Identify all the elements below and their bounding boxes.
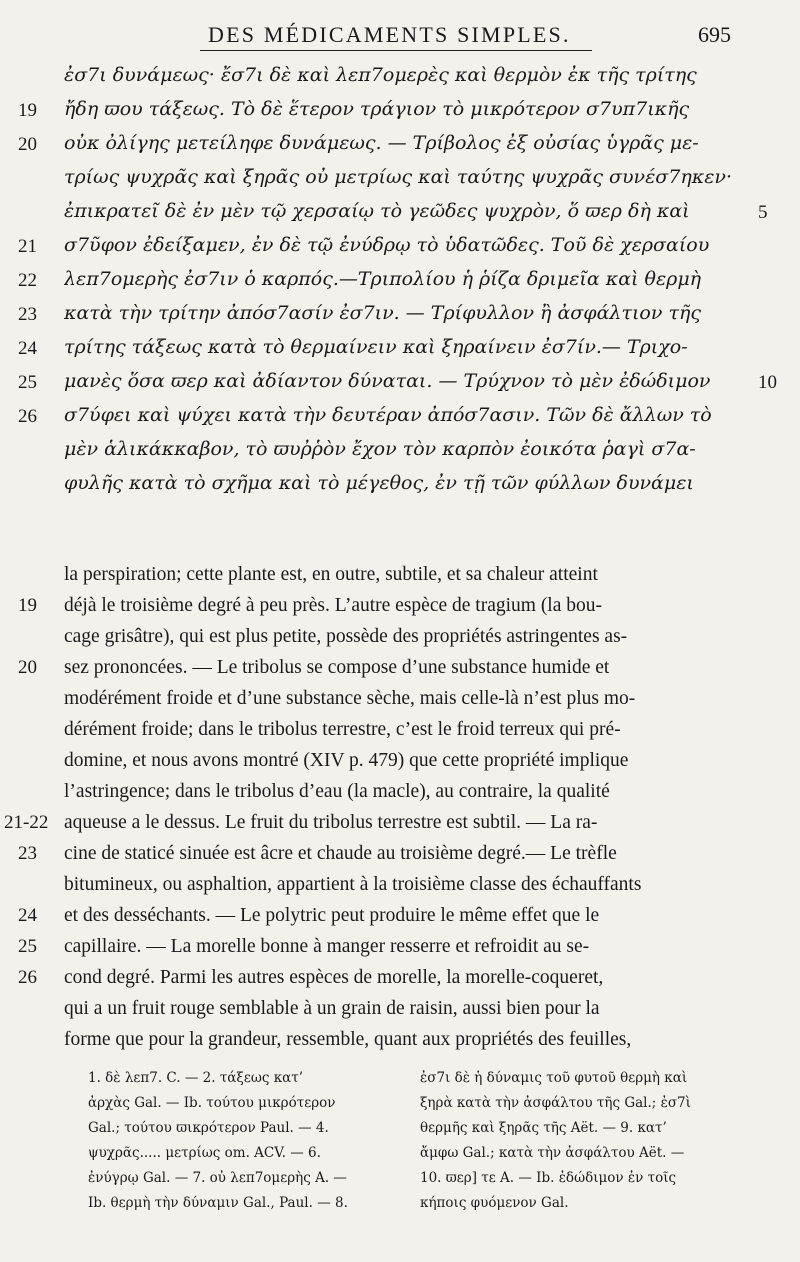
line-number: 23 [18, 843, 37, 864]
greek-line: τρίτης τάξεως κατὰ τὸ θερμαίνειν καὶ ξηραίνειν ἐσ7ίν.— Τριχο- [64, 336, 688, 358]
footnote-line: ξηρὰ κατὰ τὴν ἀσφάλτου τῆς Gal.; ἐσ7ὶ [420, 1095, 691, 1111]
footnote-line: Gal.; τούτου ϖικρότερον Paul. — 4. [88, 1120, 329, 1136]
french-line: dérément froide; dans le tribolus terrestre, c’est le froid terreux qui pré- [64, 719, 621, 740]
french-line: bitumineux, ou asphaltion, appartient à la troisième classe des échauffants [64, 874, 642, 895]
margin-number: 5 [758, 202, 768, 223]
line-number: 19 [18, 595, 37, 616]
footnotes [0, 1066, 800, 1256]
french-line: cage grisâtre), qui est plus petite, possède des propriétés astringentes as- [64, 626, 628, 647]
line-number: 20 [18, 134, 37, 155]
french-line: forme que pour la grandeur, ressemble, quant aux propriétés des feuilles, [64, 1029, 632, 1050]
french-line: déjà le troisième degré à peu près. L’autre espèce de tragium (la bou- [64, 595, 603, 616]
greek-line: μὲν ἁλικάκκαβον, τὸ ϖυῤῥὸν ἔχον τὸν καρπὸν ἐοικότα ῥαγὶ σ7α- [64, 438, 696, 460]
french-line: sez prononcées. — Le tribolus se compose d’une substance humide et [64, 657, 610, 678]
line-number: 23 [18, 304, 37, 325]
greek-line: σ7ῦφον ἐδείξαμεν, ἐν δὲ τῷ ἐνύδρῳ τὸ ὑδατῶδες. Τοῦ δὲ χερσαίου [64, 234, 710, 256]
french-line: aqueuse a le dessus. Le fruit du tribolus terrestre est subtil. — La ra- [64, 812, 598, 833]
line-number: 22 [18, 270, 37, 291]
line-number: 25 [18, 936, 37, 957]
greek-line: κατὰ τὴν τρίτην ἀπόσ7ασίν ἐσ7ιν. — Τρίφυλλον ἢ ἀσφάλτιον τῆς [64, 302, 701, 324]
greek-line: ἐπικρατεῖ δὲ ἐν μὲν τῷ χερσαίῳ τὸ γεῶδες ψυχρὸν, ὅ ϖερ δὴ καὶ [64, 200, 690, 222]
running-title: DES MÉDICAMENTS SIMPLES. [208, 22, 571, 47]
greek-line: λεπ7ομερὴς ἐσ7ιν ὁ καρπός.—Τριπολίου ἡ ῥίζα δριμεῖα καὶ θερμὴ [64, 268, 702, 290]
french-line: qui a un fruit rouge semblable à un grain de raisin, aussi bien pour la [64, 998, 600, 1019]
footnotes-right-column [420, 1066, 750, 1256]
footnote-line: θερμῆς καὶ ξηρᾶς τῆς Aët. — 9. κατ’ [420, 1120, 667, 1136]
line-number: 24 [18, 905, 37, 926]
french-line: cine de staticé sinuée est âcre et chaude au troisième degré.— Le trèfle [64, 843, 617, 864]
line-number: 26 [18, 406, 37, 427]
french-line: la perspiration; cette plante est, en outre, subtile, et sa chaleur atteint [64, 564, 598, 585]
greek-line: τρίως ψυχρᾶς καὶ ξηρᾶς οὐ μετρίως καὶ ταύτης ψυχρᾶς συνέσ7ηκεν· [64, 166, 732, 188]
running-header [0, 18, 800, 52]
footnotes-left-column [88, 1066, 418, 1256]
footnote-line: ψυχρᾶς..... μετρίως om. ACV. — 6. [88, 1145, 321, 1161]
greek-line: σ7ύφει καὶ ψύχει κατὰ τὴν δευτέραν ἀπόσ7ασιν. Τῶν δὲ ἄλλων τὸ [64, 404, 712, 426]
french-line: et des desséchants. — Le polytric peut produire le même effet que le [64, 905, 600, 926]
page-number: 695 [698, 22, 731, 47]
greek-line: φυλῆς κατὰ τὸ σχῆμα καὶ τὸ μέγεθος, ἐν τῇ τῶν φύλλων δυνάμει [64, 472, 694, 494]
french-line: cond degré. Parmi les autres espèces de morelle, la morelle-coqueret, [64, 967, 604, 988]
footnote-line: ἐσ7ι δὲ ἡ δύναμις τοῦ φυτοῦ θερμὴ καὶ [420, 1070, 688, 1086]
footnote-line: ἐνύγρῳ Gal. — 7. οὐ λεπ7ομερὴς A. — [88, 1170, 347, 1186]
greek-line: οὐκ ὀλίγης μετείληφε δυνάμεως. — Τρίβολος ἐξ οὐσίας ὑγρᾶς με- [64, 132, 699, 154]
margin-number: 10 [758, 372, 777, 393]
line-number: 21 [18, 236, 37, 257]
greek-line: ἐσ7ι δυνάμεως· ἔσ7ι δὲ καὶ λεπ7ομερὲς καὶ θερμὸν ἐκ τῆς τρίτης [64, 64, 697, 86]
line-number: 25 [18, 372, 37, 393]
footnote-line: 10. ϖερ] τε A. — Ib. ἐδώδιμον ἐν τοῖς [420, 1170, 677, 1186]
french-line: domine, et nous avons montré (XIV p. 479) que cette propriété implique [64, 750, 629, 771]
greek-line: μανὲς ὅσα ϖερ καὶ ἀδίαντον δύναται. — Τρύχνον τὸ μὲν ἐδώδιμον [64, 370, 711, 392]
footnote-line: Ib. θερμὴ τὴν δύναμιν Gal., Paul. — 8. [88, 1195, 348, 1211]
line-number: 19 [18, 100, 37, 121]
french-line: modérément froide et d’une substance sèche, mais celle-là n’est plus mo- [64, 688, 636, 709]
line-number: 20 [18, 657, 37, 678]
line-number: 24 [18, 338, 37, 359]
greek-line: ἤδη ϖου τάξεως. Τὸ δὲ ἕτερον τράγιον τὸ μικρότερον σ7υπ7ικῆς [64, 98, 690, 120]
french-line: l’astringence; dans le tribolus d’eau (la macle), au contraire, la qualité [64, 781, 610, 802]
french-line: capillaire. — La morelle bonne à manger resserre et refroidit au se- [64, 936, 590, 957]
line-number: 26 [18, 967, 37, 988]
footnote-line: ἀρχὰς Gal. — Ib. τούτου μικρότερον [88, 1095, 336, 1111]
footnote-line: 1. δὲ λεπ7. C. — 2. τάξεως κατ’ [88, 1070, 304, 1086]
line-number: 21-22 [4, 812, 49, 833]
header-rule [200, 50, 592, 51]
footnote-line: κήποις φυόμενον Gal. [420, 1195, 569, 1211]
footnote-line: ἄμφω Gal.; κατὰ τὴν ἀσφάλτου Aët. — [420, 1145, 685, 1161]
